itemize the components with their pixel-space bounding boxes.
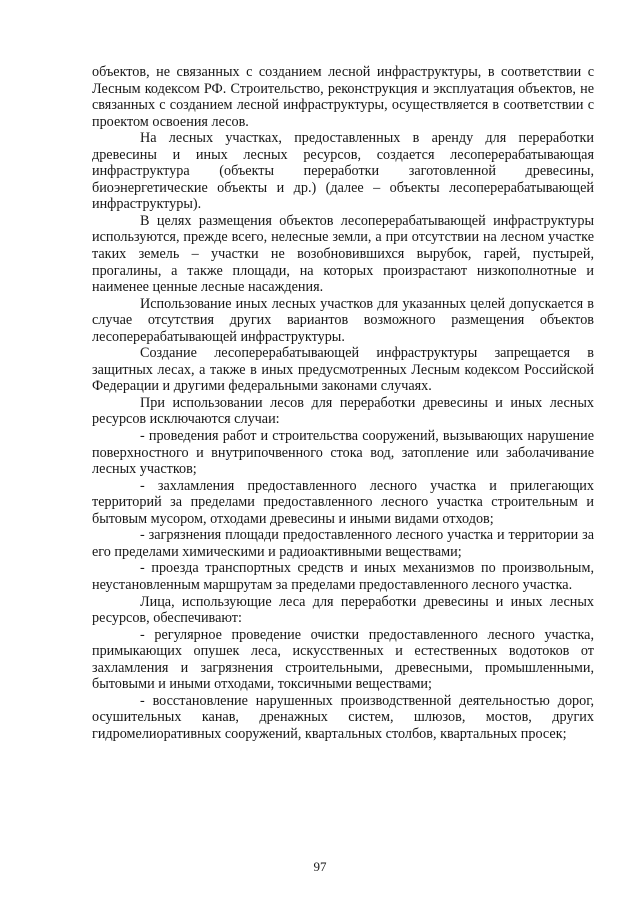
list-item-6: - восстановление нарушенных производственной деятельностью дорог, осушительных канав, дренажных систем, шлюзов, мостов, других гидромелиоративных сооружений, квартальных столбов, квартальных просек; [92,692,594,742]
paragraph-4: Использование иных лесных участков для указанных целей допускается в случае отсутствия других вариантов возможного размещения объектов лесоперерабатывающей инфраструктуры. [92,295,594,345]
paragraph-5: Создание лесоперерабатывающей инфраструктуры запрещается в защитных лесах, а также в иных предусмотренных Лесным кодексом Российской Федерации и другими федеральными законами случаях. [92,345,594,395]
paragraph-7: Лица, использующие леса для переработки древесины и иных лесных ресурсов, обеспечивают: [92,593,594,627]
list-item-5: - регулярное проведение очистки предоставленного лесного участка, примыкающих опушек леса, искусственных и естественных водотоков от захламления и загрязнения строительными, древесными, промышленными, бытовыми и иными отходами, токсичными веществами; [92,626,594,693]
list-item-4: - проезда транспортных средств и иных механизмов по произвольным, неустановленным маршрутам за пределами предоставленного лесного участка. [92,560,594,593]
page-number: 97 [313,859,327,874]
paragraph-2: На лесных участках, предоставленных в аренду для переработки древесины и иных лесных ресурсов, создается лесоперерабатывающая инфраструктура (объекты переработки заготовленной древесины, биоэнергетические объекты и др.) (далее – объекты лесоперерабатывающей инфраструктуры). [92,130,594,213]
list-item-2: - захламления предоставленного лесного участка и прилегающих территорий за пределами предоставленного лесного участка строительным и бытовым мусором, отходами древесины и иными видами отходов; [92,477,594,527]
list-item-3: - загрязнения площади предоставленного лесного участка и территории за его пределами химическими и радиоактивными веществами; [92,527,594,560]
paragraph-1: объектов, не связанных с созданием лесной инфраструктуры, в соответствии с Лесным кодексом РФ. Строительство, реконструкция и эксплуатация объектов, не связанных с созданием лесной инфраструктуры, осуществляется в соответствии с проектом освоения лесов. [92,64,594,130]
paragraph-3: В целях размещения объектов лесоперерабатывающей инфраструктуры используются, прежде всего, нелесные земли, а при отсутствии на лесном участке таких земель – участки не возобновившихся вырубок, гарей, пустырей, прогалины, а также площади, на которых произрастают низкополнотные и наименее ценные лесные насаждения. [92,212,594,296]
list-item-1: - проведения работ и строительства сооружений, вызывающих нарушение поверхностного и внутрипочвенного стока вод, затопление или заболачивание лесных участков; [92,428,594,478]
document-body [92,64,594,742]
paragraph-6: При использовании лесов для переработки древесины и иных лесных ресурсов исключаются случаи: [92,394,594,428]
